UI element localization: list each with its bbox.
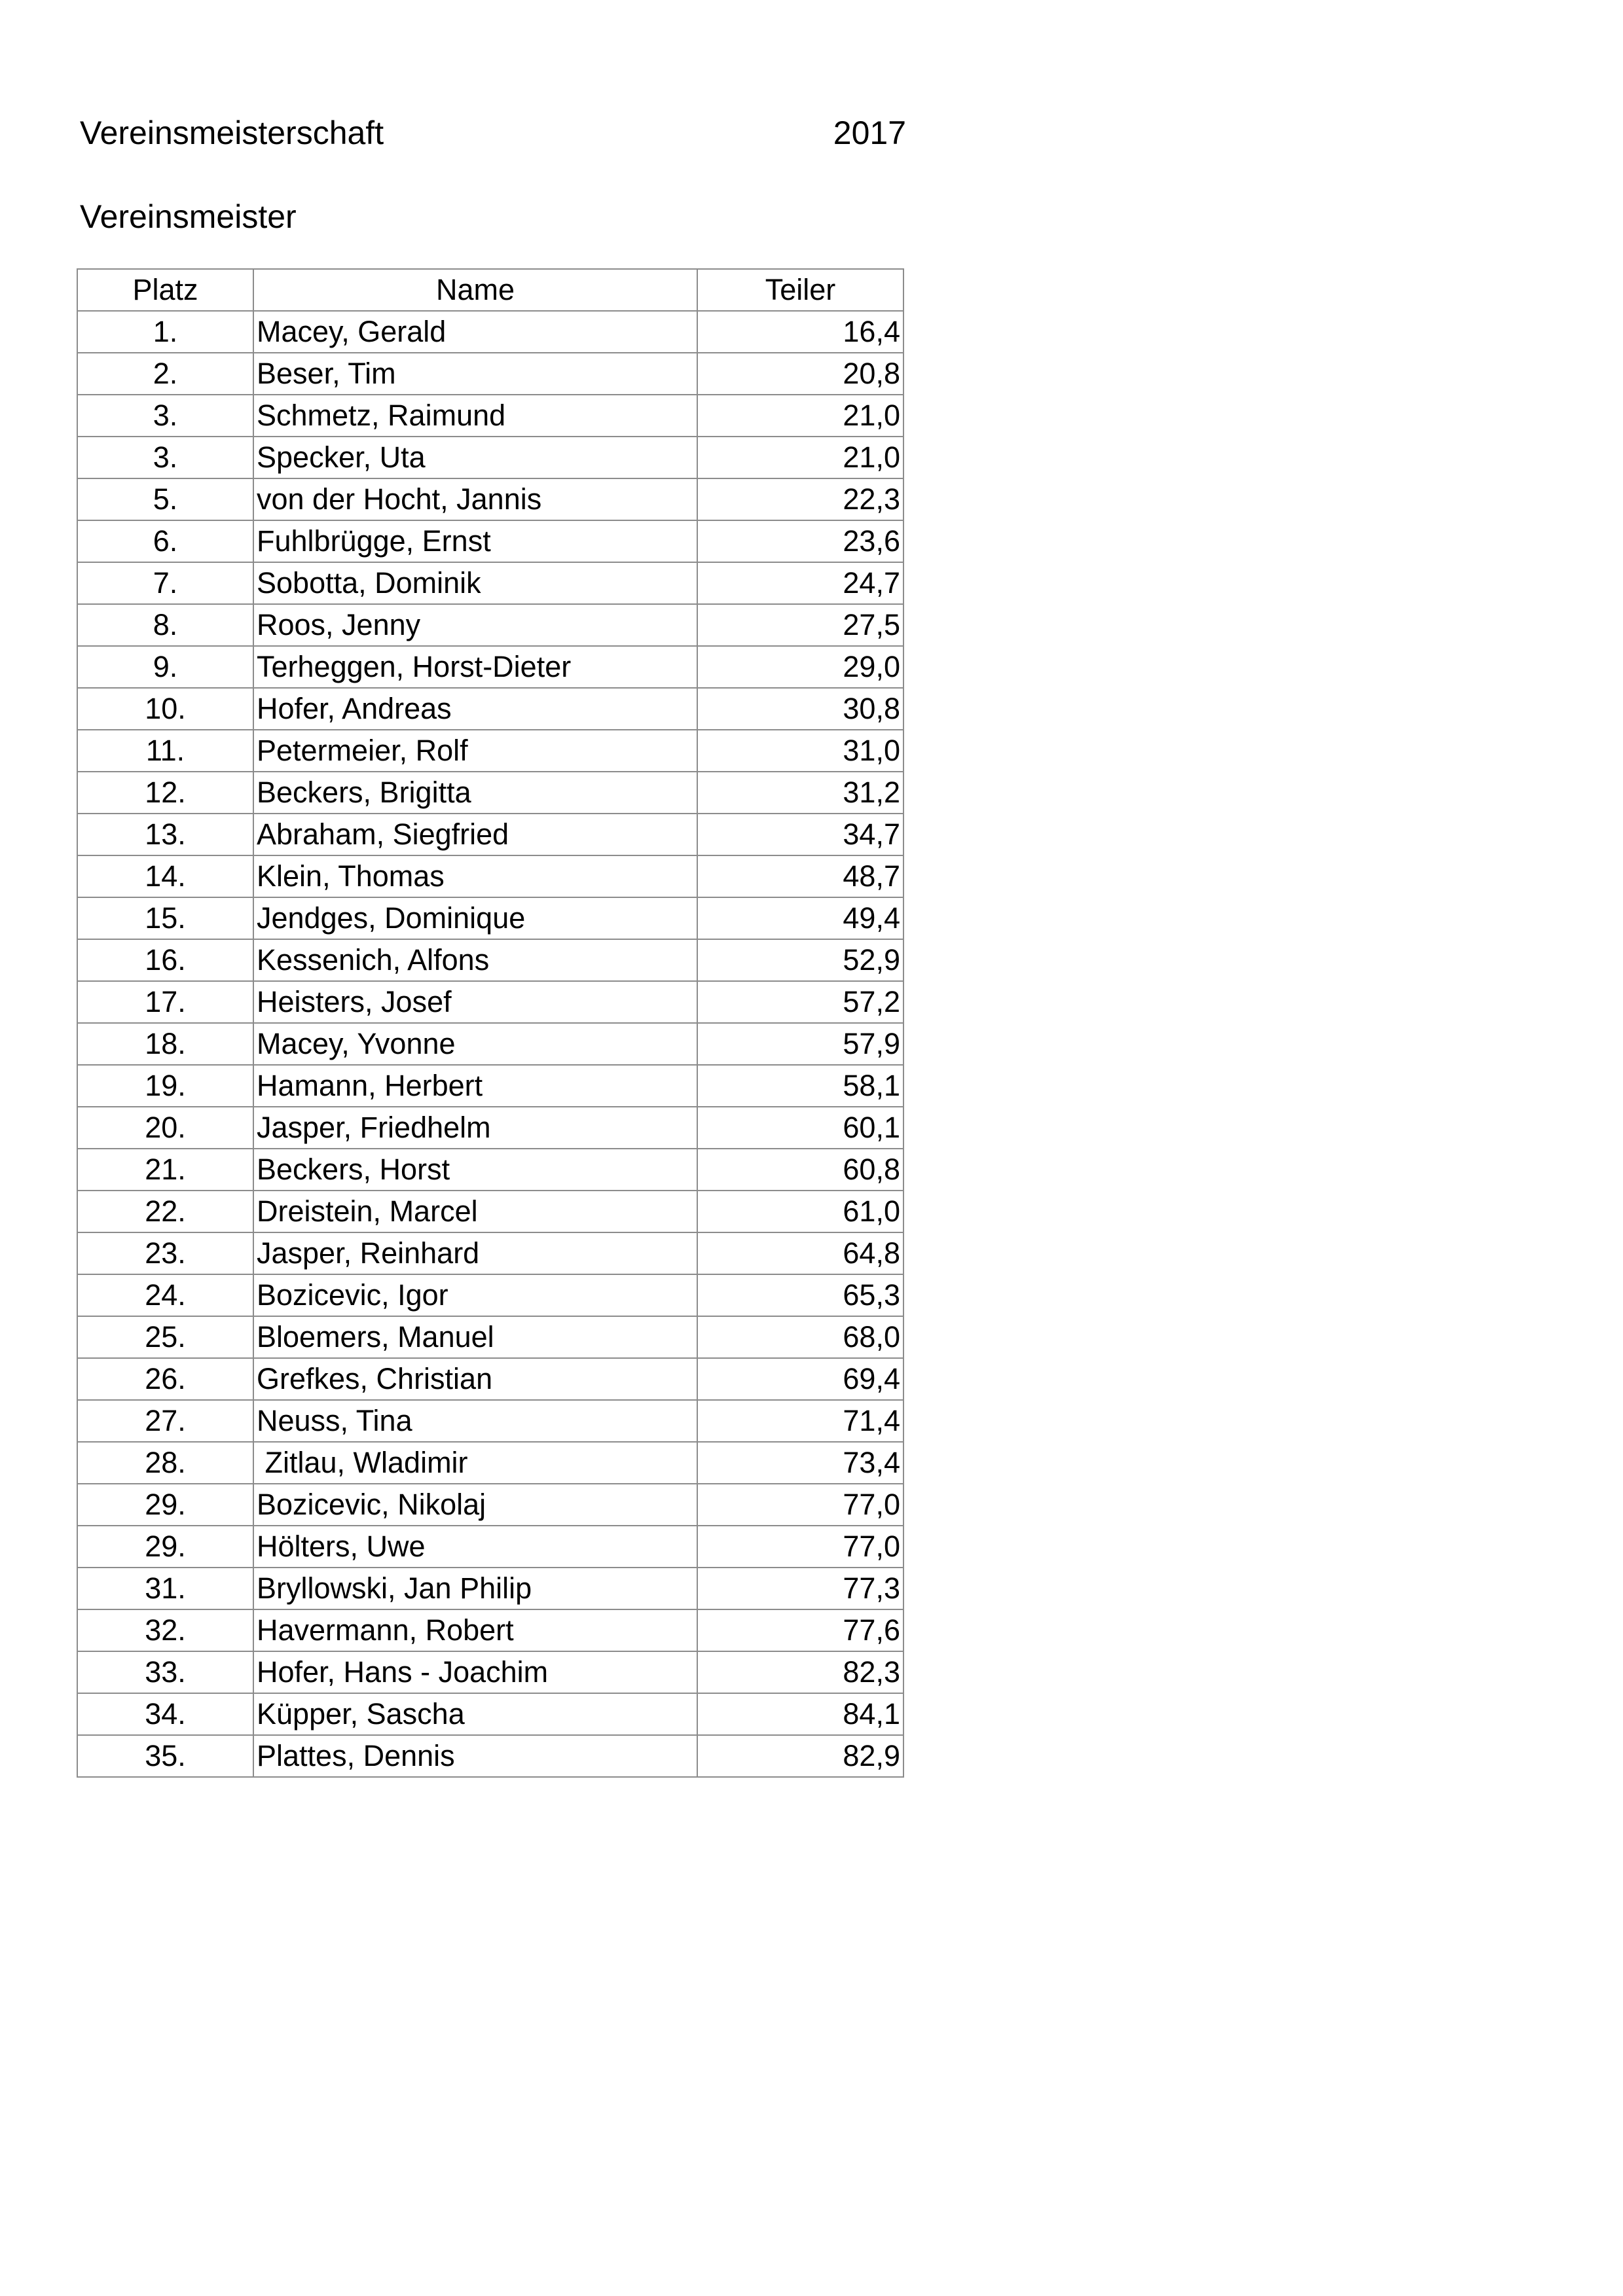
teiler-cell: 31,2	[697, 772, 903, 814]
teiler-cell: 69,4	[697, 1358, 903, 1400]
table-body	[77, 311, 903, 1777]
name-cell: Hofer, Hans - Joachim	[253, 1651, 697, 1693]
table-row	[77, 939, 903, 981]
table-row	[77, 1735, 903, 1777]
table-row	[77, 855, 903, 897]
name-cell: Jasper, Friedhelm	[253, 1107, 697, 1149]
teiler-cell: 60,1	[697, 1107, 903, 1149]
table-row	[77, 772, 903, 814]
teiler-cell: 24,7	[697, 562, 903, 604]
table-row	[77, 1191, 903, 1232]
name-cell: Macey, Yvonne	[253, 1023, 697, 1065]
teiler-cell: 29,0	[697, 646, 903, 688]
name-cell: Specker, Uta	[253, 437, 697, 478]
table-row	[77, 437, 903, 478]
table-row	[77, 1358, 903, 1400]
name-cell: Beckers, Brigitta	[253, 772, 697, 814]
name-cell: Plattes, Dennis	[253, 1735, 697, 1777]
platz-cell: 24.	[77, 1274, 253, 1316]
teiler-cell: 22,3	[697, 478, 903, 520]
teiler-cell: 31,0	[697, 730, 903, 772]
name-cell: Hofer, Andreas	[253, 688, 697, 730]
name-cell: Roos, Jenny	[253, 604, 697, 646]
teiler-cell: 58,1	[697, 1065, 903, 1107]
platz-cell: 29.	[77, 1526, 253, 1568]
table-row	[77, 562, 903, 604]
platz-cell: 15.	[77, 897, 253, 939]
teiler-cell: 16,4	[697, 311, 903, 353]
name-cell: Beckers, Horst	[253, 1149, 697, 1191]
platz-cell: 34.	[77, 1693, 253, 1735]
teiler-cell: 82,9	[697, 1735, 903, 1777]
platz-cell: 2.	[77, 353, 253, 395]
teiler-cell: 60,8	[697, 1149, 903, 1191]
table-row	[77, 1442, 903, 1484]
platz-cell: 12.	[77, 772, 253, 814]
name-cell: Grefkes, Christian	[253, 1358, 697, 1400]
name-cell: Jasper, Reinhard	[253, 1232, 697, 1274]
page-title: Vereinsmeisterschaft	[80, 115, 384, 151]
teiler-cell: 20,8	[697, 353, 903, 395]
name-cell: Dreistein, Marcel	[253, 1191, 697, 1232]
table-row	[77, 646, 903, 688]
name-cell: Bozicevic, Igor	[253, 1274, 697, 1316]
table-row	[77, 1693, 903, 1735]
platz-cell: 10.	[77, 688, 253, 730]
platz-cell: 28.	[77, 1442, 253, 1484]
teiler-cell: 21,0	[697, 395, 903, 437]
teiler-cell: 68,0	[697, 1316, 903, 1358]
name-cell: Jendges, Dominique	[253, 897, 697, 939]
table-row	[77, 478, 903, 520]
teiler-cell: 84,1	[697, 1693, 903, 1735]
teiler-cell: 21,0	[697, 437, 903, 478]
teiler-cell: 61,0	[697, 1191, 903, 1232]
table-row	[77, 730, 903, 772]
platz-cell: 14.	[77, 855, 253, 897]
name-cell: Neuss, Tina	[253, 1400, 697, 1442]
platz-cell: 5.	[77, 478, 253, 520]
platz-cell: 9.	[77, 646, 253, 688]
teiler-cell: 77,0	[697, 1484, 903, 1526]
platz-cell: 20.	[77, 1107, 253, 1149]
table-row	[77, 604, 903, 646]
teiler-cell: 34,7	[697, 814, 903, 855]
teiler-cell: 57,9	[697, 1023, 903, 1065]
platz-cell: 13.	[77, 814, 253, 855]
results-table	[77, 268, 904, 1778]
platz-cell: 29.	[77, 1484, 253, 1526]
name-cell: Heisters, Josef	[253, 981, 697, 1023]
name-cell: Beser, Tim	[253, 353, 697, 395]
platz-cell: 7.	[77, 562, 253, 604]
table-row	[77, 1232, 903, 1274]
table-row	[77, 1023, 903, 1065]
platz-cell: 26.	[77, 1358, 253, 1400]
platz-cell: 27.	[77, 1400, 253, 1442]
teiler-cell: 77,0	[697, 1526, 903, 1568]
table-row	[77, 981, 903, 1023]
name-cell: Petermeier, Rolf	[253, 730, 697, 772]
table-row	[77, 1651, 903, 1693]
teiler-cell: 57,2	[697, 981, 903, 1023]
table-row	[77, 1609, 903, 1651]
name-cell: Havermann, Robert	[253, 1609, 697, 1651]
teiler-cell: 27,5	[697, 604, 903, 646]
platz-cell: 33.	[77, 1651, 253, 1693]
table-row	[77, 1107, 903, 1149]
platz-cell: 3.	[77, 437, 253, 478]
platz-cell: 35.	[77, 1735, 253, 1777]
teiler-cell: 71,4	[697, 1400, 903, 1442]
table-row	[77, 520, 903, 562]
teiler-cell: 77,6	[697, 1609, 903, 1651]
section-subtitle: Vereinsmeister	[80, 198, 297, 235]
name-cell: Hamann, Herbert	[253, 1065, 697, 1107]
column-header-name: Name	[253, 269, 697, 311]
platz-cell: 19.	[77, 1065, 253, 1107]
teiler-cell: 30,8	[697, 688, 903, 730]
platz-cell: 32.	[77, 1609, 253, 1651]
platz-cell: 3.	[77, 395, 253, 437]
name-cell: Macey, Gerald	[253, 311, 697, 353]
name-cell: Bloemers, Manuel	[253, 1316, 697, 1358]
column-header-platz: Platz	[77, 269, 253, 311]
table-row	[77, 1065, 903, 1107]
title-row	[80, 110, 906, 156]
platz-cell: 6.	[77, 520, 253, 562]
table-row	[77, 897, 903, 939]
teiler-cell: 52,9	[697, 939, 903, 981]
table-row	[77, 688, 903, 730]
name-cell: Kessenich, Alfons	[253, 939, 697, 981]
table-row	[77, 1568, 903, 1609]
name-cell: Küpper, Sascha	[253, 1693, 697, 1735]
name-cell: von der Hocht, Jannis	[253, 478, 697, 520]
teiler-cell: 49,4	[697, 897, 903, 939]
name-cell: Klein, Thomas	[253, 855, 697, 897]
platz-cell: 8.	[77, 604, 253, 646]
name-cell: Sobotta, Dominik	[253, 562, 697, 604]
table-row	[77, 1149, 903, 1191]
platz-cell: 1.	[77, 311, 253, 353]
platz-cell: 16.	[77, 939, 253, 981]
platz-cell: 11.	[77, 730, 253, 772]
teiler-cell: 65,3	[697, 1274, 903, 1316]
teiler-cell: 64,8	[697, 1232, 903, 1274]
platz-cell: 18.	[77, 1023, 253, 1065]
name-cell: Hölters, Uwe	[253, 1526, 697, 1568]
name-cell: Zitlau, Wladimir	[253, 1442, 697, 1484]
name-cell: Fuhlbrügge, Ernst	[253, 520, 697, 562]
teiler-cell: 48,7	[697, 855, 903, 897]
teiler-cell: 23,6	[697, 520, 903, 562]
name-cell: Terheggen, Horst-Dieter	[253, 646, 697, 688]
teiler-cell: 82,3	[697, 1651, 903, 1693]
table-row	[77, 353, 903, 395]
teiler-cell: 77,3	[697, 1568, 903, 1609]
platz-cell: 21.	[77, 1149, 253, 1191]
platz-cell: 23.	[77, 1232, 253, 1274]
table-row	[77, 395, 903, 437]
platz-cell: 22.	[77, 1191, 253, 1232]
column-header-teiler: Teiler	[697, 269, 903, 311]
platz-cell: 25.	[77, 1316, 253, 1358]
platz-cell: 17.	[77, 981, 253, 1023]
name-cell: Abraham, Siegfried	[253, 814, 697, 855]
table-header-row	[77, 269, 903, 311]
year-label: 2017	[833, 115, 906, 151]
table-row	[77, 1526, 903, 1568]
platz-cell: 31.	[77, 1568, 253, 1609]
table-row	[77, 1484, 903, 1526]
name-cell: Schmetz, Raimund	[253, 395, 697, 437]
teiler-cell: 73,4	[697, 1442, 903, 1484]
table-row	[77, 311, 903, 353]
name-cell: Bozicevic, Nikolaj	[253, 1484, 697, 1526]
name-cell: Bryllowski, Jan Philip	[253, 1568, 697, 1609]
table-row	[77, 1274, 903, 1316]
table-row	[77, 1316, 903, 1358]
table-row	[77, 1400, 903, 1442]
table-row	[77, 814, 903, 855]
